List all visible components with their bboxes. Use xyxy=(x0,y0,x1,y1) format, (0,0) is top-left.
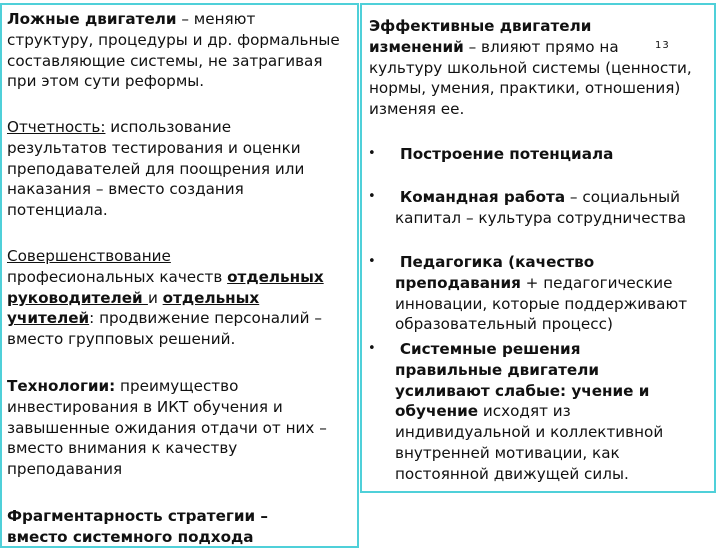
false-drivers-heading: Ложные двигатели xyxy=(7,10,177,28)
capacity-building-item: Построение потенциала xyxy=(400,145,614,163)
bullet-marker: • xyxy=(368,341,376,356)
slide-number: 13 xyxy=(655,40,670,51)
technology-heading: Технологии: xyxy=(7,377,116,395)
teamwork-item: Командная работа – социальный капитал – культура сотрудничества xyxy=(395,188,687,227)
individual-quality-paragraph: Совершенствование професиональных качеств отдельных руководителей и отдельных учителей: продвижение персоналий – вместо групповых решений. xyxy=(7,247,324,349)
system-solutions-item: Системные решения правильные двигатели усиливают слабые: учение и обучение исходят из индивидуальной и коллективной внутренней мотивации, как постоянной движущей силы. xyxy=(395,340,664,483)
pedagogy-item: Педагогика (качество преподавания + педагогические инновации, которые поддерживают образовательный процесс) xyxy=(395,253,688,334)
accountability-heading: Отчетность: xyxy=(7,118,106,136)
technology-paragraph: Технологии: преимущество инвестирования в ИКТ обучения и завышенные ожидания отдачи от них – вместо внимания к качеству преподавания xyxy=(7,377,327,479)
accountability-paragraph: Отчетность: использование результатов тестирования и оценки преподавателей для поощрения или наказания – вместо создания потенциала. xyxy=(7,118,305,220)
false-drivers-paragraph: Ложные двигатели – меняют структуру, процедуры и др. формальные составляющие системы, не затрагивая при этом сути реформы. xyxy=(7,10,340,91)
improvement-heading: Совершенствование xyxy=(7,247,171,265)
fragmentation-paragraph: Фрагментарность стратегии – вместо системного подхода xyxy=(7,507,268,546)
bullet-marker: • xyxy=(368,146,376,161)
bullet-marker: • xyxy=(368,254,376,269)
bullet-marker: • xyxy=(368,189,376,204)
effective-drivers-heading: Эффективные двигатели xyxy=(369,17,592,35)
effective-drivers-intro: Эффективные двигатели изменений – влияют прямо на культуру школьной системы (ценности, нормы, умения, практики, отношения) изменяя ее. xyxy=(369,17,692,119)
